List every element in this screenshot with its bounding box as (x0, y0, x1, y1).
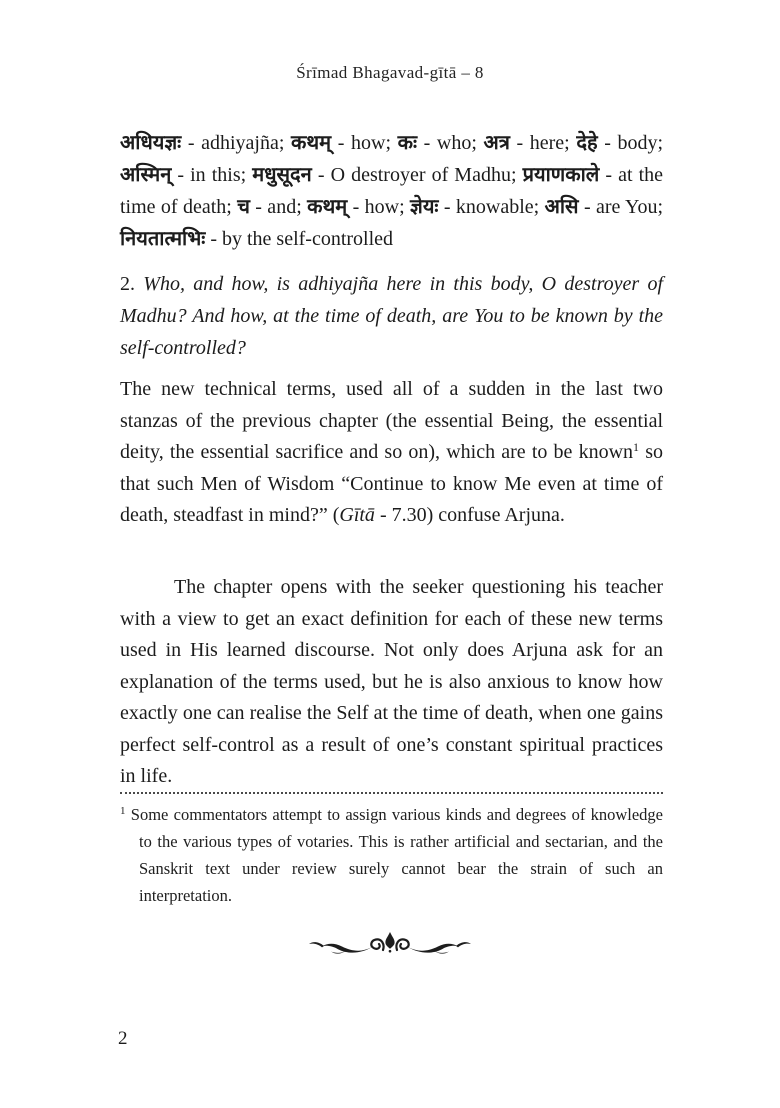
glossary-term: अत्र (483, 132, 510, 154)
glossary-meaning: - how; (352, 196, 405, 218)
glossary-meaning: - adhiyajña; (187, 132, 285, 154)
paragraph-text: so that such Men of Wisdom “Continue to know Me even at time of death, steadfast in mind?” ( (120, 441, 663, 526)
glossary-term: अधियज्ञः (120, 132, 182, 154)
glossary-term: च (237, 196, 250, 218)
paragraph-text: - 7.30) confuse Arjuna. (374, 504, 565, 526)
footnote-block (120, 792, 663, 909)
footnote-text (120, 801, 663, 909)
glossary-meaning: - are You; (583, 196, 664, 218)
floral-divider-icon (302, 926, 478, 962)
glossary-meaning: - at the time of death; (120, 164, 664, 218)
glossary-meaning: - knowable; (443, 196, 540, 218)
glossary-term: असि (544, 196, 579, 218)
footnote-body: Some commentators attempt to assign various kinds and degrees of knowledge to the various types of votaries. This is rather artificial and sectarian, and the Sanskrit text under review surely cannot bear the strain of such an interpretation. (130, 805, 664, 905)
glossary-term: कः (397, 132, 418, 154)
footnote-reference: 1 (633, 440, 640, 454)
glossary-term: प्रयाणकाले (522, 164, 600, 186)
citation-title: Gītā (339, 504, 375, 526)
verse-number: 2. (120, 273, 135, 295)
footnote-marker: 1 (120, 805, 126, 817)
commentary-paragraph-2: The chapter opens with the seeker questioning his teacher with a view to get an exact definition for each of these new terms used in His learned discourse. Not only does Arjuna ask for an explanation of the terms used, but he is also anxious to know how exactly one can realise the Self at the time of death, when one gains perfect self-control as a result of one’s constant spiritual practices in life. (120, 576, 663, 787)
glossary-term: देहे (576, 132, 598, 154)
verse-translation (120, 268, 663, 364)
verse-text: Who, and how, is adhiyajña here in this body, O destroyer of Madhu? And how, at the time of death, are You to be known by the self-controlled? (120, 273, 663, 359)
glossary-meaning: - in this; (177, 164, 247, 186)
page-number: 2 (118, 1028, 128, 1049)
glossary-term: ज्ञेयः (410, 196, 439, 218)
glossary-meaning: - how; (337, 132, 392, 154)
word-meanings-block (120, 127, 663, 255)
glossary-meaning: - and; (255, 196, 302, 218)
glossary-term: नियतात्मभिः (120, 228, 206, 250)
glossary-term: अस्मिन् (120, 164, 172, 186)
glossary-meaning: - O destroyer of Madhu; (317, 164, 517, 186)
glossary-term: मधुसूदन (252, 164, 312, 186)
footnote-separator-rule (120, 792, 663, 794)
section-end-ornament (0, 926, 780, 962)
paragraph-text: The new technical terms, used all of a sudden in the last two stanzas of the previous chapter (the essential Being, the essential deity, the essential sacrifice and so on), which are to be known (120, 378, 663, 463)
glossary-meaning: - body; (604, 132, 664, 154)
glossary-term: कथम् (291, 132, 332, 154)
running-header: Śrīmad Bhagavad-gītā – 8 (296, 63, 484, 82)
glossary-meaning: - who; (423, 132, 477, 154)
glossary-meaning: - here; (516, 132, 570, 154)
glossary-meaning: - by the self-controlled (210, 228, 394, 250)
commentary-paragraph-1 (120, 374, 663, 532)
glossary-term: कथम् (307, 196, 348, 218)
